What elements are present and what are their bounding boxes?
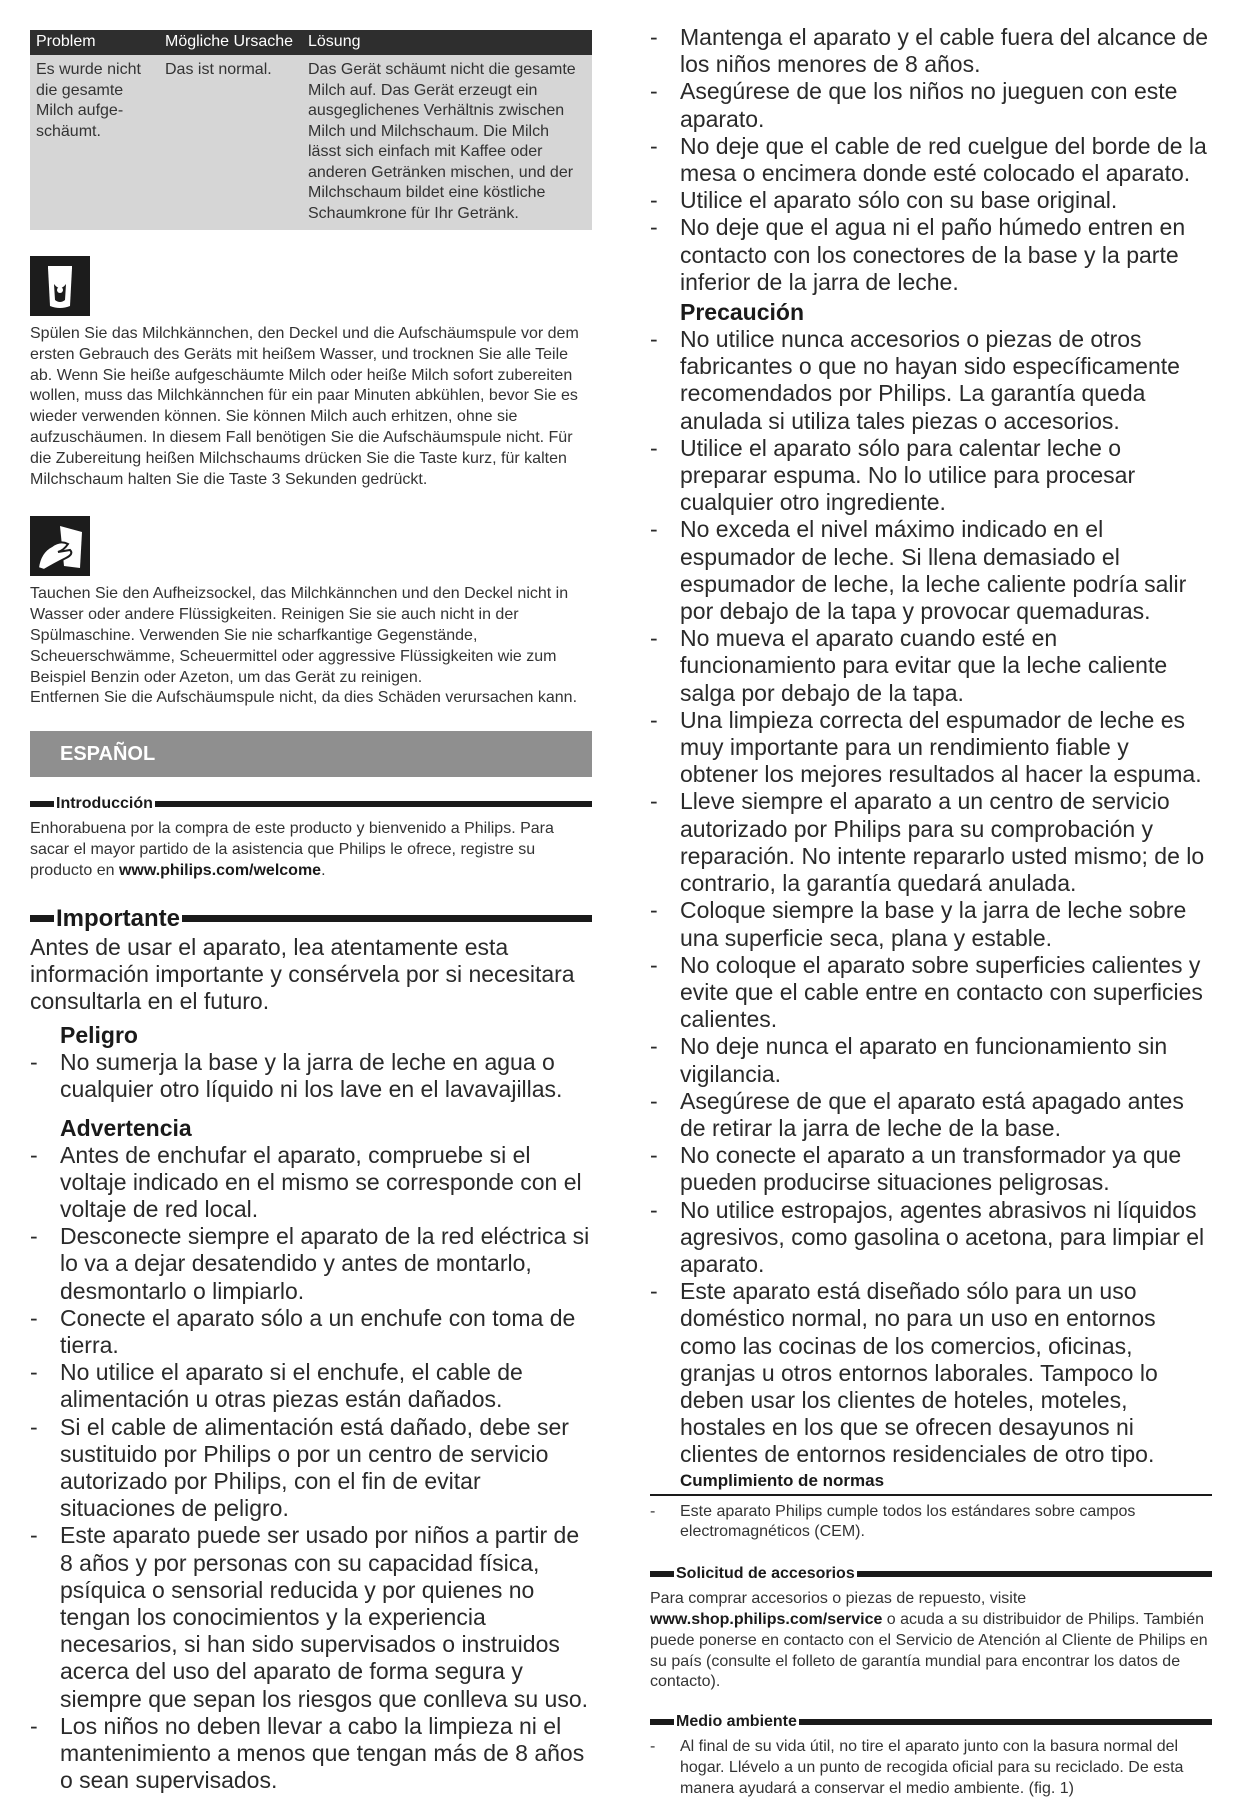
- heading-bar: [799, 1719, 1212, 1725]
- heading-bar: [857, 1571, 1212, 1577]
- milk-jug-icon: [30, 256, 90, 316]
- list-item: - No utilice el aparato si el enchufe, el cable de alimentación u otras piezas están dañados.: [30, 1359, 592, 1413]
- section-heading: [30, 793, 592, 815]
- german-paragraph: Tauchen Sie den Aufheizsockel, das Milchkännchen und den Deckel nicht in Wasser oder andere Flüssigkeiten. Reinigen Sie sie auch nicht in der Spülmaschine. Verwenden Sie nie scharfkantige Gegenstände, Scheuerschwämme, Scheuermittel oder aggressive Flüssigkeiten wie zum Beispiel Benzin oder Azeton, um das Gerät zu reinigen.: [30, 585, 569, 686]
- subheading-precaucion: Precaución: [680, 299, 804, 326]
- hand-cloth-icon: [30, 516, 90, 576]
- list-item: - Coloque siempre la base y la jarra de leche sobre una superficie seca, plana y estable.: [650, 897, 1212, 951]
- heading-bar: [650, 1719, 674, 1725]
- shop-link[interactable]: www.shop.philips.com/service: [650, 1610, 883, 1628]
- heading-text: Introducción: [56, 795, 153, 813]
- intro-text-part: Enhorabuena por la compra de este producto y bienvenido a Philips. Para sacar el mayor partido de la asistencia que Philips le ofrece, registre su producto en: [30, 820, 554, 879]
- table-cell: Das Gerät schäumt nicht die gesamte Milch auf. Das Gerät erzeugt ein ausgeglichenes Verhältnis zwischen Milch und Milchschaum. Die Milch lässt sich einfach mit Kaffee oder anderen Getränken mischen, und der Milchschaum bildet eine köstliche Schaumkrone für Ihr Getränk.: [302, 55, 592, 230]
- table-row: [30, 55, 592, 230]
- list-item: - No deje nunca el aparato en funcionamiento sin vigilancia.: [650, 1033, 1212, 1087]
- list-item: - Una limpieza correcta del espumador de leche es muy importante para un rendimiento fiable y obtener los mejores resultados al hacer la espuma.: [650, 707, 1212, 789]
- advertencia-list: [30, 1142, 592, 1795]
- troubleshooting-table: [30, 30, 592, 230]
- left-column: [30, 30, 592, 1794]
- heading-text: Solicitud de accesorios: [676, 1565, 855, 1583]
- list-item: - Asegúrese de que los niños no jueguen con este aparato.: [650, 78, 1212, 132]
- table-header: Lösung: [302, 30, 592, 55]
- section-heading: [30, 904, 592, 934]
- list-item: - Este aparato está diseñado sólo para un uso doméstico normal, no para un uso en entornos como las cocinas de los comercios, oficinas, granjas u otros entornos laborales. Tampoco lo deben usar los clientes de hoteles, moteles, hostales en los que se ofrecen desayunos ni clientes de entornos residenciales de otro tipo.: [650, 1278, 1212, 1468]
- list-item: - Desconecte siempre el aparato de la red eléctrica si lo va a dejar desatendido y antes de montarlo, desmontarlo o limpiarlo.: [30, 1223, 592, 1305]
- precaucion-list: [650, 326, 1212, 1469]
- list-item: - Los niños no deben llevar a cabo la limpieza ni el mantenimiento a menos que tengan más de 8 años o sean supervisados.: [30, 1713, 592, 1795]
- heading-text: Importante: [56, 904, 181, 932]
- list-item: - Al final de su vida útil, no tire el aparato junto con la basura normal del hogar. Llévelo a un punto de recogida oficial para su reciclado. De esta manera ayudará a conservar el medio ambiente. (fig. 1): [650, 1737, 1212, 1799]
- list-item: - Este aparato puede ser usado por niños a partir de 8 años y por personas con su capacidad física, psíquica o sensorial reducida y por quienes no tengan los conocimientos y la experiencia necesarios, si han sido supervisados o instruidos acerca del uso del aparato de forma segura y siempre que sepan los riesgos que conlleva su uso.: [30, 1522, 592, 1712]
- advertencia-list-continued: [650, 24, 1212, 296]
- important-text: Antes de usar el aparato, lea atentamente esta información importante y consérvela por si necesitara consultarla en el futuro.: [30, 933, 575, 1014]
- list-item: - No deje que el cable de red cuelgue del borde de la mesa o encimera donde esté colocado el aparato.: [650, 133, 1212, 187]
- list-item: - Utilice el aparato sólo con su base original.: [650, 187, 1212, 214]
- list-item: - No deje que el agua ni el paño húmedo entren en contacto con los conectores de la base y la parte inferior de la jarra de leche.: [650, 214, 1212, 296]
- intro-text-part: .: [321, 861, 326, 879]
- accesorios-text: [650, 1589, 1212, 1693]
- list-item: - No coloque el aparato sobre superficies calientes y evite que el cable entre en contacto con superficies calientes.: [650, 952, 1212, 1034]
- list-item: - Lleve siempre el aparato a un centro de servicio autorizado por Philips para su comprobación y reparación. No intente repararlo usted mismo; de lo contrario, la garantía quedará anulada.: [650, 788, 1212, 897]
- list-item: - No conecte el aparato a un transformador ya que pueden producirse situaciones peligrosas.: [650, 1142, 1212, 1196]
- list-item: - No utilice estropajos, agentes abrasivos ni líquidos agresivos, como gasolina o acetona, para limpiar el aparato.: [650, 1197, 1212, 1279]
- list-item: - Si el cable de alimentación está dañado, debe ser sustituido por Philips o por un centro de servicio autorizado por Philips, con el fin de evitar situaciones de peligro.: [30, 1414, 592, 1523]
- right-column: [650, 24, 1212, 1800]
- normas-heading: Cumplimiento de normas: [650, 1471, 1212, 1496]
- heading-bar: [30, 801, 54, 807]
- peligro-list: [30, 1049, 592, 1103]
- ambiente-list: [650, 1737, 1212, 1799]
- accesorios-text-part: o acuda a su distribuidor de Philips. También puede ponerse en contacto con el Servicio de Atención al Cliente de Philips en su país (consulte el folleto de garantía mundial para encontrar los datos de contacto).: [650, 1610, 1208, 1691]
- list-item: - Utilice el aparato sólo para calentar leche o preparar espuma. No lo utilice para procesar cualquier otro ingrediente.: [650, 435, 1212, 517]
- list-item: - Asegúrese de que el aparato está apagado antes de retirar la jarra de leche de la base.: [650, 1088, 1212, 1142]
- table-header-row: [30, 30, 592, 55]
- table-cell: Das ist normal.: [159, 55, 302, 230]
- table-header: Problem: [30, 30, 159, 55]
- section-heading: [650, 1711, 1212, 1733]
- list-item: - No exceda el nivel máximo indicado en el espumador de leche. Si llena demasiado el espumador de leche, la leche caliente podría salir por debajo de la tapa y provocar quemaduras.: [650, 516, 1212, 625]
- normas-list: [650, 1502, 1212, 1544]
- list-item: - Este aparato Philips cumple todos los estándares sobre campos electromagnéticos (CEM).: [650, 1502, 1212, 1544]
- list-item: - Mantenga el aparato y el cable fuera del alcance de los niños menores de 8 años.: [650, 24, 1212, 78]
- table-header: Mögliche Ursache: [159, 30, 302, 55]
- list-item: - No utilice nunca accesorios o piezas de otros fabricantes o que no hayan sido específicamente recomendados por Philips. La garantía queda anulada si utiliza tales piezas o accesorios.: [650, 326, 1212, 435]
- heading-bar: [155, 801, 592, 807]
- language-header: ESPAÑOL: [30, 731, 592, 777]
- welcome-link[interactable]: www.philips.com/welcome: [118, 861, 322, 879]
- list-item: - Antes de enchufar el aparato, compruebe si el voltaje indicado en el mismo se corresponde con el voltaje de red local.: [30, 1142, 592, 1224]
- german-paragraph: Spülen Sie das Milchkännchen, den Deckel und die Aufschäumspule vor dem ersten Gebrauch des Geräts mit heißem Wasser, und trocknen Sie alle Teile ab. Wenn Sie heiße aufgeschäumte Milch oder heiße Milch sofort zubereiten wollen, muss das Milchkännchen für ein paar Minuten abkühlen, bevor Sie es wieder verwenden können. Sie können Milch auch erhitzen, ohne sie aufzuschäumen. In diesem Fall benötigen Sie die Aufschäumspule nicht. Für die Zubereitung heißen Milchschaums drücken Sie die Taste kurz, für kalten Milchschaum halten Sie die Taste 3 Sekunden gedrückt.: [30, 325, 579, 488]
- german-paragraph: Entfernen Sie die Aufschäumspule nicht, da dies Schäden verursachen kann.: [30, 689, 578, 707]
- heading-bar: [182, 915, 592, 922]
- list-item: - Conecte el aparato sólo a un enchufe con toma de tierra.: [30, 1305, 592, 1359]
- heading-text: Medio ambiente: [676, 1713, 797, 1731]
- list-item: - No sumerja la base y la jarra de leche en agua o cualquier otro líquido ni los lave en el lavavajillas.: [30, 1049, 592, 1103]
- list-item: - No mueva el aparato cuando esté en funcionamiento para evitar que la leche caliente salga por debajo de la tapa.: [650, 625, 1212, 707]
- intro-text: [30, 819, 592, 881]
- heading-bar: [30, 915, 54, 922]
- table-cell: Es wurde nicht die gesamte Milch aufge-schäumt.: [30, 55, 159, 230]
- accesorios-text-part: Para comprar accesorios o piezas de repuesto, visite: [650, 1590, 1027, 1608]
- heading-bar: [650, 1571, 674, 1577]
- subheading-advertencia: Advertencia: [60, 1114, 192, 1141]
- section-heading: [650, 1563, 1212, 1585]
- subheading-peligro: Peligro: [60, 1022, 138, 1049]
